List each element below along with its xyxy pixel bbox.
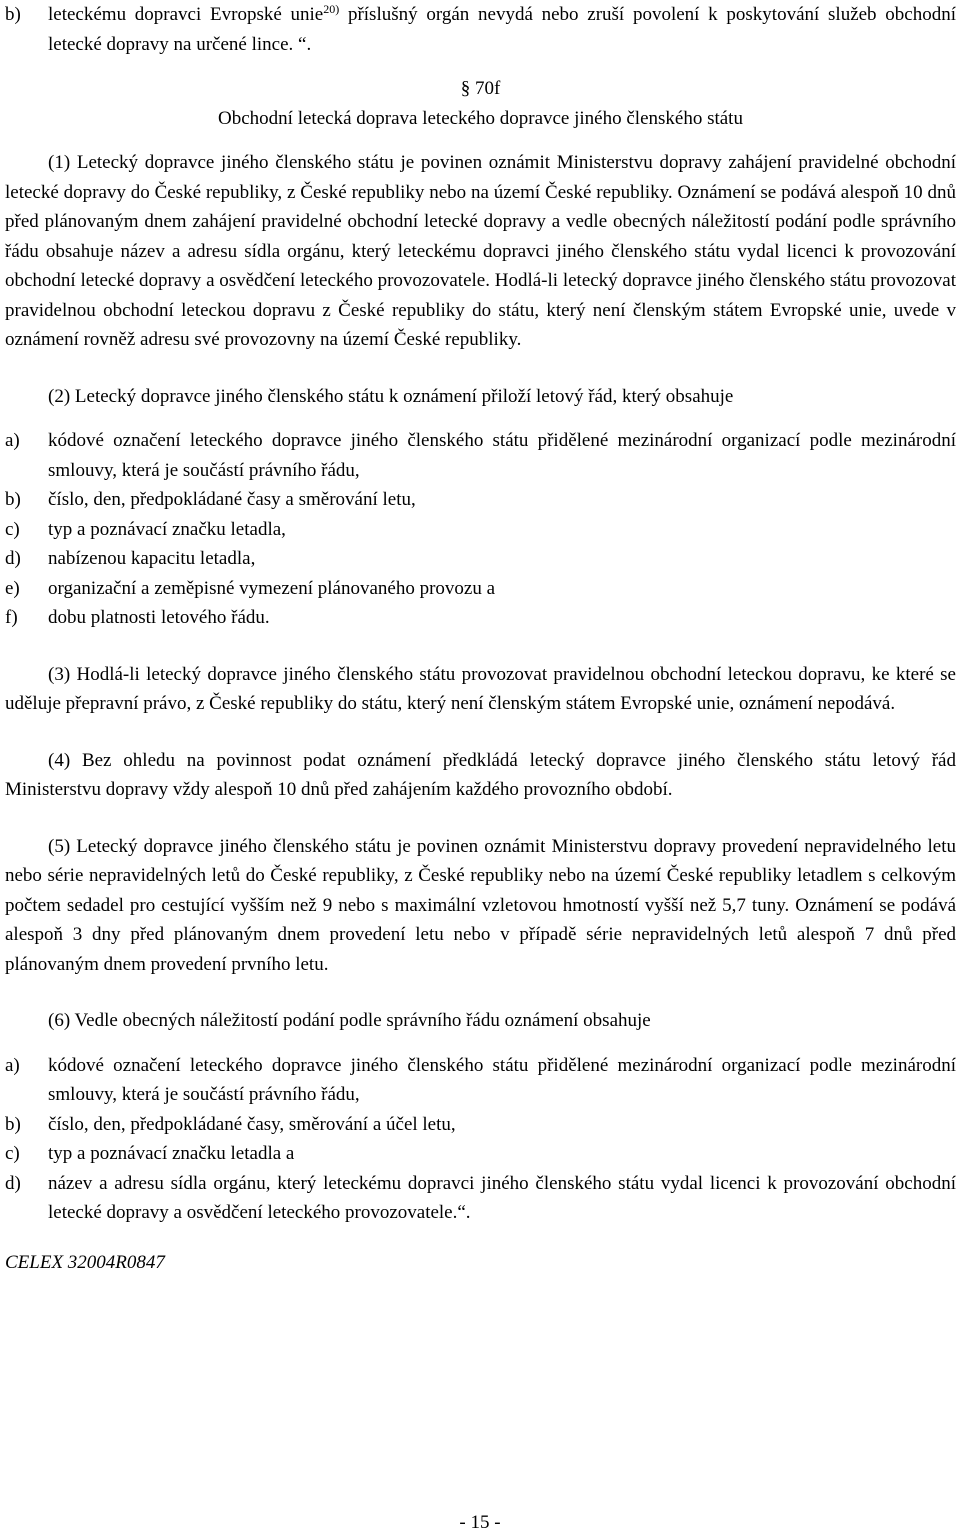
- paragraph-4: (4) Bez ohledu na povinnost podat oznámení předkládá letecký dopravce jiného členského státu letový řád Ministerstvu dopravy vždy alespoň 10 dnů před zahájením každého provozního období.: [5, 749, 956, 800]
- section-number: § 70f: [460, 78, 501, 99]
- list-marker: d): [5, 1172, 21, 1194]
- paragraph-2: (2) Letecký dopravce jiného členského státu k oznámení přiloží letový řád, který obsahuje: [48, 385, 734, 407]
- list-item: [5, 1139, 956, 1169]
- list-item-text: [48, 0, 956, 59]
- list-item: [5, 544, 956, 574]
- list-item-text: číslo, den, předpokládané časy, směrování a účel letu,: [48, 1113, 456, 1135]
- list-item-text-part: příslušný orgán nevydá nebo zruší povolení k poskytování služeb obchodní letecké dopravy na určené lince.: [48, 4, 956, 55]
- list-item-text: typ a poznávací značku letadla,: [48, 518, 286, 540]
- paragraph-1: (1) Letecký dopravce jiného členského státu je povinen oznámit Ministerstvu dopravy zahájení pravidelné obchodní letecké dopravy do České republiky, z České republiky nebo na území České republiky. Oznámení se podává alespoň 10 dnů před plánovaným dnem zahájení pravidelné obchodní letecké dopravy a vedle obecných náležitostí podání podle správního řádu obsahuje název a adresu sídla orgánu, který leteckému dopravci jiného členského státu vydal licenci k provozování obchodní letecké dopravy a osvědčení leteckého provozovatele. Hodlá-li letecký dopravce jiného členského státu provozovat pravidelnou obchodní leteckou dopravu z České republiky do státu, který není členským státem Evropské unie, uvede v oznámení rovněž adresu své provozovny na území České republiky.: [5, 152, 956, 350]
- list-item: [5, 574, 956, 604]
- list-item: [5, 515, 956, 545]
- list-item: [5, 485, 956, 515]
- list-item-text: kódové označení leteckého dopravce jiného členského státu přidělené mezinárodní organizací podle mezinárodní smlouvy, která je součástí právního řádu,: [48, 430, 956, 481]
- list-item-text: číslo, den, předpokládané časy a směrování letu,: [48, 489, 416, 510]
- paragraph-6-list: [5, 1051, 956, 1228]
- list-item: [5, 603, 956, 633]
- list-marker: c): [5, 1143, 20, 1164]
- list-item: [5, 426, 956, 485]
- list-marker: a): [5, 430, 20, 451]
- list-item-text: typ a poznávací značku letadla a: [48, 1143, 295, 1164]
- list-marker: f): [5, 607, 18, 628]
- closing-quote: “.: [298, 33, 312, 55]
- list-item-text: dobu platnosti letového řádu.: [48, 607, 270, 628]
- list-item: [5, 0, 956, 59]
- list-item-text: organizační a zeměpisné vymezení plánovaného provozu a: [48, 577, 496, 599]
- list-item: [5, 1169, 956, 1228]
- list-item-text: nabízenou kapacitu letadla,: [48, 548, 256, 569]
- list-marker: a): [5, 1054, 20, 1076]
- paragraph-5: (5) Letecký dopravce jiného členského státu je povinen oznámit Ministerstvu dopravy provedení nepravidelného letu nebo série nepravidelných letů do České republiky, z České republiky nebo na území České republiky letadlem s celkovým počtem sedadel pro cestující vyšším než 9 nebo s maximální vzletovou hmotností vyšší než 5,7 tuny. Oznámení se podává alespoň 3 dny před plánovaným dnem provedení letu nebo v případě série nepravidelných letů alespoň 7 dnů před plánovaným dnem provedení prvního letu.: [5, 835, 956, 975]
- paragraph-3: (3) Hodlá-li letecký dopravce jiného členského státu provozovat pravidelnou obchodní leteckou dopravu, ke které se uděluje přepravní právo, z České republiky do státu, který není členským státem Evropské unie, oznámení nepodává.: [5, 663, 956, 714]
- list-item-text: kódové označení leteckého dopravce jiného členského státu přidělené mezinárodní organizací podle mezinárodní smlouvy, která je součástí právního řádu,: [48, 1054, 956, 1105]
- list-item-text: název a adresu sídla orgánu, který leteckému dopravci jiného členského státu vydal licenci k provozování obchodní letecké dopravy a osvědčení leteckého provozovatele.“.: [48, 1172, 956, 1223]
- list-item: [5, 1110, 956, 1140]
- list-marker: e): [5, 577, 20, 599]
- footnote-reference: 20): [323, 2, 340, 16]
- list-marker: b): [5, 4, 21, 25]
- list-marker: c): [5, 518, 20, 540]
- page-number: - 15 -: [459, 1512, 501, 1533]
- paragraph-2-list: [5, 426, 956, 633]
- celex-reference: CELEX 32004R0847: [5, 1251, 165, 1273]
- list-marker: b): [5, 489, 21, 510]
- list-item: [5, 1051, 956, 1110]
- section-title: Obchodní letecká doprava leteckého dopravce jiného členského státu: [218, 107, 743, 129]
- list-item-text-part: leteckému dopravci Evropské unie: [48, 4, 324, 25]
- list-marker: b): [5, 1113, 21, 1135]
- list-marker: d): [5, 548, 21, 569]
- paragraph-6: (6) Vedle obecných náležitostí podání podle správního řádu oznámení obsahuje: [48, 1010, 651, 1031]
